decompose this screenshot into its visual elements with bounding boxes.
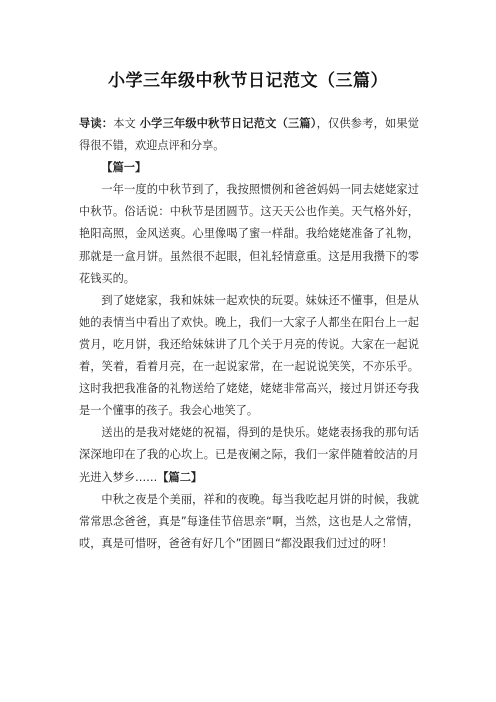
body-paragraph-3 — [79, 422, 419, 488]
intro-reference: 小学三年级中秋节日记范文（三篇） — [139, 117, 317, 130]
intro-paragraph — [79, 113, 419, 157]
section-heading-2: 【篇二】 — [157, 470, 203, 484]
intro-prefix: 本文 — [113, 117, 140, 130]
body-paragraph-1: 一年一度的中秋节到了，我按照惯例和爸爸妈妈一同去姥姥家过中秋节。俗话说：中秋节是团圆节。这天天公也作美。天气格外好，艳阳高照，金风送爽。心里像喝了蜜一样甜。我给姥姥准备了礼物，那就是一盒月饼。虽然很不起眼，但礼轻情意重。这是用我攒下的零花钱买的。 — [79, 183, 419, 285]
document-body — [79, 113, 419, 555]
body-paragraph-2: 到了姥姥家，我和妹妹一起欢快的玩耍。妹妹还不懂事，但是从她的表情当中看出了欢快。晚上，我们一大家子人都坐在阳台上一起赏月，吃月饼，我还给妹妹讲了几个关于月亮的传说。大家在一起说着，笑着，看着月亮，在一起说家常，在一起说说笑笑，不亦乐乎。这时我把我准备的礼物送给了姥姥，姥姥非常高兴，接过月饼还夸我是一个懂事的孩子。我会心地笑了。 — [79, 293, 419, 418]
intro-label: 导读： — [79, 117, 114, 130]
section-heading-1: 【篇一】 — [101, 161, 147, 175]
body-paragraph-3-text: 送出的是我对姥姥的祝福，得到的是快乐。姥姥表扬我的那句话深深地印在了我的心坎上。已是夜阑之际，我们一家伴随着皎洁的月光进入梦乡…… — [79, 426, 419, 484]
document-title: 小学三年级中秋节日记范文（三篇） — [108, 71, 388, 91]
intro-suffix: ，仅供参考，如果觉得很不错，欢迎点评和分享。 — [79, 117, 419, 153]
body-paragraph-4: 中秋之夜是个美丽，祥和的夜晚。每当我吃起月饼的时候，我就常常思念爸爸，真是”每逢佳节倍思亲“啊，当然，这也是人之常情，哎，真是可惜呀，爸爸有好几个”团圆日“都没跟我们过过的呀！ — [79, 492, 419, 550]
